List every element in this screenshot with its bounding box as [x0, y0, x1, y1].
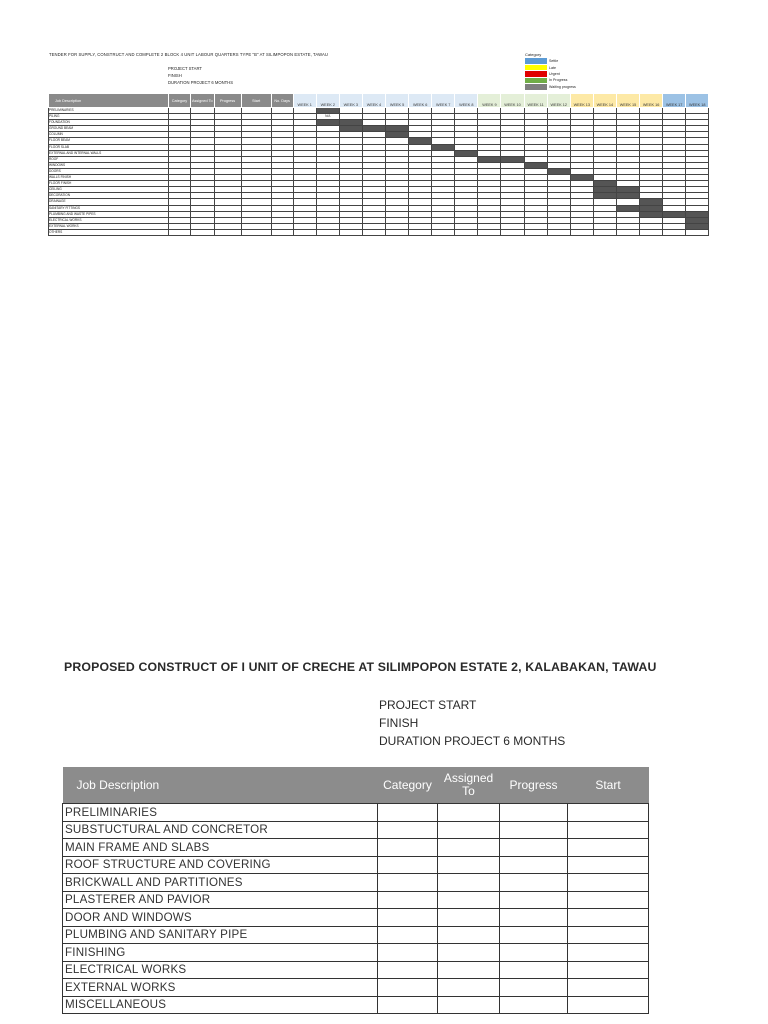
legend-label: Settle — [549, 59, 559, 64]
blank-cell — [500, 856, 568, 874]
blank-cell — [438, 961, 500, 979]
legend-swatch — [525, 71, 547, 77]
blank-cell — [500, 996, 568, 1014]
week-cell — [386, 229, 409, 235]
week-header: WEEK 18 — [686, 94, 709, 108]
table-row — [63, 944, 649, 962]
blank-cell — [378, 821, 438, 839]
bottom-sheet-title: PROPOSED CONSTRUCT OF I UNIT OF CRECHE AT SILIMPOPON ESTATE 2, KALABAKAN, TAWAU — [64, 660, 657, 674]
blank-cell — [438, 979, 500, 997]
legend-label: Urgent — [549, 71, 560, 76]
job-description-cell: PLASTERER AND PAVIOR — [63, 891, 378, 909]
week-cell — [478, 229, 501, 235]
blank-cell — [378, 961, 438, 979]
blank-cell — [568, 961, 649, 979]
bottom-project-start: PROJECT START — [379, 698, 477, 712]
job-cell: ROOF — [49, 156, 169, 162]
blank-cell — [438, 909, 500, 927]
job-cell: PLUMBING AND WASTE PIPES — [49, 211, 169, 217]
blank-cell — [568, 891, 649, 909]
job-cell: FLOOR BEAM — [49, 138, 169, 144]
blank-cell — [500, 979, 568, 997]
blank-cell — [191, 229, 215, 235]
blank-cell — [438, 839, 500, 857]
table-row — [63, 839, 649, 857]
blank-cell — [500, 909, 568, 927]
job-cell: SANITARY FITTINGS — [49, 205, 169, 211]
week-header: WEEK 7 — [432, 94, 455, 108]
table-row — [63, 961, 649, 979]
job-cell: GROUND BEAM — [49, 126, 169, 132]
week-cell — [640, 229, 663, 235]
job-cell: EXTERNAL WORKS — [49, 223, 169, 229]
top-header-cell: No. Days — [271, 94, 293, 108]
job-description-cell: FINISHING — [63, 944, 378, 962]
blank-cell — [568, 996, 649, 1014]
blank-cell — [378, 909, 438, 927]
job-description-cell: MISCELLANEOUS — [63, 996, 378, 1014]
blank-cell — [438, 856, 500, 874]
blank-cell — [500, 944, 568, 962]
job-cell: PILING — [49, 114, 169, 120]
job-description-cell: SUBSTUCTURAL AND CONCRETOR — [63, 821, 378, 839]
job-description-cell: MAIN FRAME AND SLABS — [63, 839, 378, 857]
blank-cell — [241, 229, 271, 235]
bottom-header-cell: Category — [378, 767, 438, 804]
table-row — [63, 891, 649, 909]
blank-cell — [378, 996, 438, 1014]
job-cell: DOORS — [49, 168, 169, 174]
job-cell: OTHERS — [49, 229, 169, 235]
blank-cell — [214, 229, 241, 235]
top-project-start: PROJECT START — [168, 66, 202, 71]
blank-cell — [438, 821, 500, 839]
blank-cell — [568, 856, 649, 874]
week-cell: N/A — [316, 114, 339, 120]
blank-cell — [500, 821, 568, 839]
blank-cell — [438, 891, 500, 909]
job-cell: ELECTRICAL WORKS — [49, 217, 169, 223]
job-description-cell: EXTERNAL WORKS — [63, 979, 378, 997]
blank-cell — [378, 926, 438, 944]
top-finish: FINISH — [168, 73, 182, 78]
blank-cell — [169, 229, 191, 235]
blank-cell — [438, 926, 500, 944]
week-header: WEEK 4 — [362, 94, 385, 108]
week-cell — [501, 229, 524, 235]
week-cell — [547, 229, 570, 235]
week-header: WEEK 13 — [570, 94, 593, 108]
table-row — [63, 909, 649, 927]
legend-label: In Progress — [549, 78, 568, 83]
bottom-duration: DURATION PROJECT 6 MONTHS — [379, 734, 566, 748]
blank-cell — [438, 996, 500, 1014]
week-cell — [570, 229, 593, 235]
table-row — [63, 979, 649, 997]
job-description-cell: BRICKWALL AND PARTITIONES — [63, 874, 378, 892]
week-header: WEEK 1 — [293, 94, 316, 108]
job-table-bottom — [62, 767, 649, 1014]
blank-cell — [438, 944, 500, 962]
gantt-row — [49, 229, 709, 235]
job-cell: CEILING — [49, 187, 169, 193]
week-header: WEEK 14 — [593, 94, 616, 108]
legend-title: Category — [525, 52, 542, 57]
bottom-header-cell: Progress — [500, 767, 568, 804]
week-cell — [593, 229, 616, 235]
table-row — [63, 856, 649, 874]
table-row — [63, 996, 649, 1014]
job-cell: FLOOR SLAB — [49, 144, 169, 150]
job-cell: WINDOWS — [49, 162, 169, 168]
week-header: WEEK 10 — [501, 94, 524, 108]
gantt-sheet-top — [48, 93, 709, 236]
job-description-cell: DOOR AND WINDOWS — [63, 909, 378, 927]
job-cell: WALLS FINISH — [49, 175, 169, 181]
blank-cell — [378, 979, 438, 997]
table-row — [63, 874, 649, 892]
legend-swatch — [525, 65, 547, 71]
blank-cell — [568, 839, 649, 857]
blank-cell — [500, 891, 568, 909]
job-cell: DECORATION — [49, 193, 169, 199]
blank-cell — [378, 944, 438, 962]
bottom-header-cell: Job Description — [63, 767, 378, 804]
week-header: WEEK 6 — [409, 94, 432, 108]
job-cell: EXTERNAL AND INTERNAL WALLS — [49, 150, 169, 156]
table-row — [63, 926, 649, 944]
top-sheet-title: TENDER FOR SUPPLY, CONSTRUCT AND COMPLETE 2 BLOCK 4 UNIT LABOUR QUARTERS TYPE "B" AT SILIMPOPON ESTATE, TAWAU — [49, 52, 329, 57]
blank-cell — [500, 874, 568, 892]
job-cell: DRAINAGE — [49, 199, 169, 205]
legend-item — [525, 84, 605, 90]
blank-cell — [438, 804, 500, 822]
table-row — [63, 804, 649, 822]
job-cell: COLUMN — [49, 132, 169, 138]
week-header: WEEK 15 — [616, 94, 639, 108]
blank-cell — [500, 926, 568, 944]
job-cell: FOUNDATION — [49, 120, 169, 126]
bottom-header-cell: Assigned To — [438, 767, 500, 804]
week-header: WEEK 17 — [663, 94, 686, 108]
week-header: WEEK 2 — [316, 94, 339, 108]
bottom-header-cell: Start — [568, 767, 649, 804]
blank-cell — [500, 839, 568, 857]
top-header-cell: Start — [241, 94, 271, 108]
top-header-cell: Progress — [214, 94, 241, 108]
week-cell — [316, 229, 339, 235]
week-header: WEEK 8 — [455, 94, 478, 108]
top-header-cell: Assigned To — [191, 94, 215, 108]
blank-cell — [271, 229, 293, 235]
blank-cell — [568, 821, 649, 839]
legend-swatch — [525, 84, 547, 90]
blank-cell — [438, 874, 500, 892]
category-legend — [525, 52, 605, 90]
week-header: WEEK 11 — [524, 94, 547, 108]
blank-cell — [378, 804, 438, 822]
legend-label: Waiting progress — [549, 84, 576, 89]
blank-cell — [568, 926, 649, 944]
blank-cell — [378, 856, 438, 874]
bottom-finish: FINISH — [379, 716, 419, 730]
job-description-cell: PLUMBING AND SANITARY PIPE — [63, 926, 378, 944]
week-cell — [293, 229, 316, 235]
week-cell — [663, 229, 686, 235]
blank-cell — [568, 874, 649, 892]
top-duration: DURATION PROJECT 6 MONTHS — [168, 80, 233, 85]
blank-cell — [378, 839, 438, 857]
week-header: WEEK 5 — [386, 94, 409, 108]
blank-cell — [568, 804, 649, 822]
week-header: WEEK 12 — [547, 94, 570, 108]
blank-cell — [500, 804, 568, 822]
week-header: WEEK 16 — [640, 94, 663, 108]
legend-swatch — [525, 78, 547, 84]
table-row — [63, 821, 649, 839]
blank-cell — [568, 944, 649, 962]
week-cell — [455, 229, 478, 235]
top-header-cell: Job Description — [49, 94, 169, 108]
week-cell — [686, 229, 709, 235]
week-cell — [339, 229, 362, 235]
blank-cell — [568, 909, 649, 927]
job-cell: PRELIMINARIES — [49, 108, 169, 114]
job-cell: FLOOR FINISH — [49, 181, 169, 187]
week-cell — [616, 229, 639, 235]
job-description-cell: PRELIMINARIES — [63, 804, 378, 822]
blank-cell — [500, 961, 568, 979]
blank-cell — [378, 874, 438, 892]
week-cell — [362, 229, 385, 235]
week-header: WEEK 9 — [478, 94, 501, 108]
legend-label: Late — [549, 65, 556, 70]
job-description-cell: ROOF STRUCTURE AND COVERING — [63, 856, 378, 874]
job-description-cell: ELECTRICAL WORKS — [63, 961, 378, 979]
legend-swatch — [525, 58, 547, 64]
week-cell — [524, 229, 547, 235]
blank-cell — [378, 891, 438, 909]
top-header-cell: Category — [169, 94, 191, 108]
blank-cell — [568, 979, 649, 997]
week-cell — [409, 229, 432, 235]
week-header: WEEK 3 — [339, 94, 362, 108]
week-cell — [432, 229, 455, 235]
